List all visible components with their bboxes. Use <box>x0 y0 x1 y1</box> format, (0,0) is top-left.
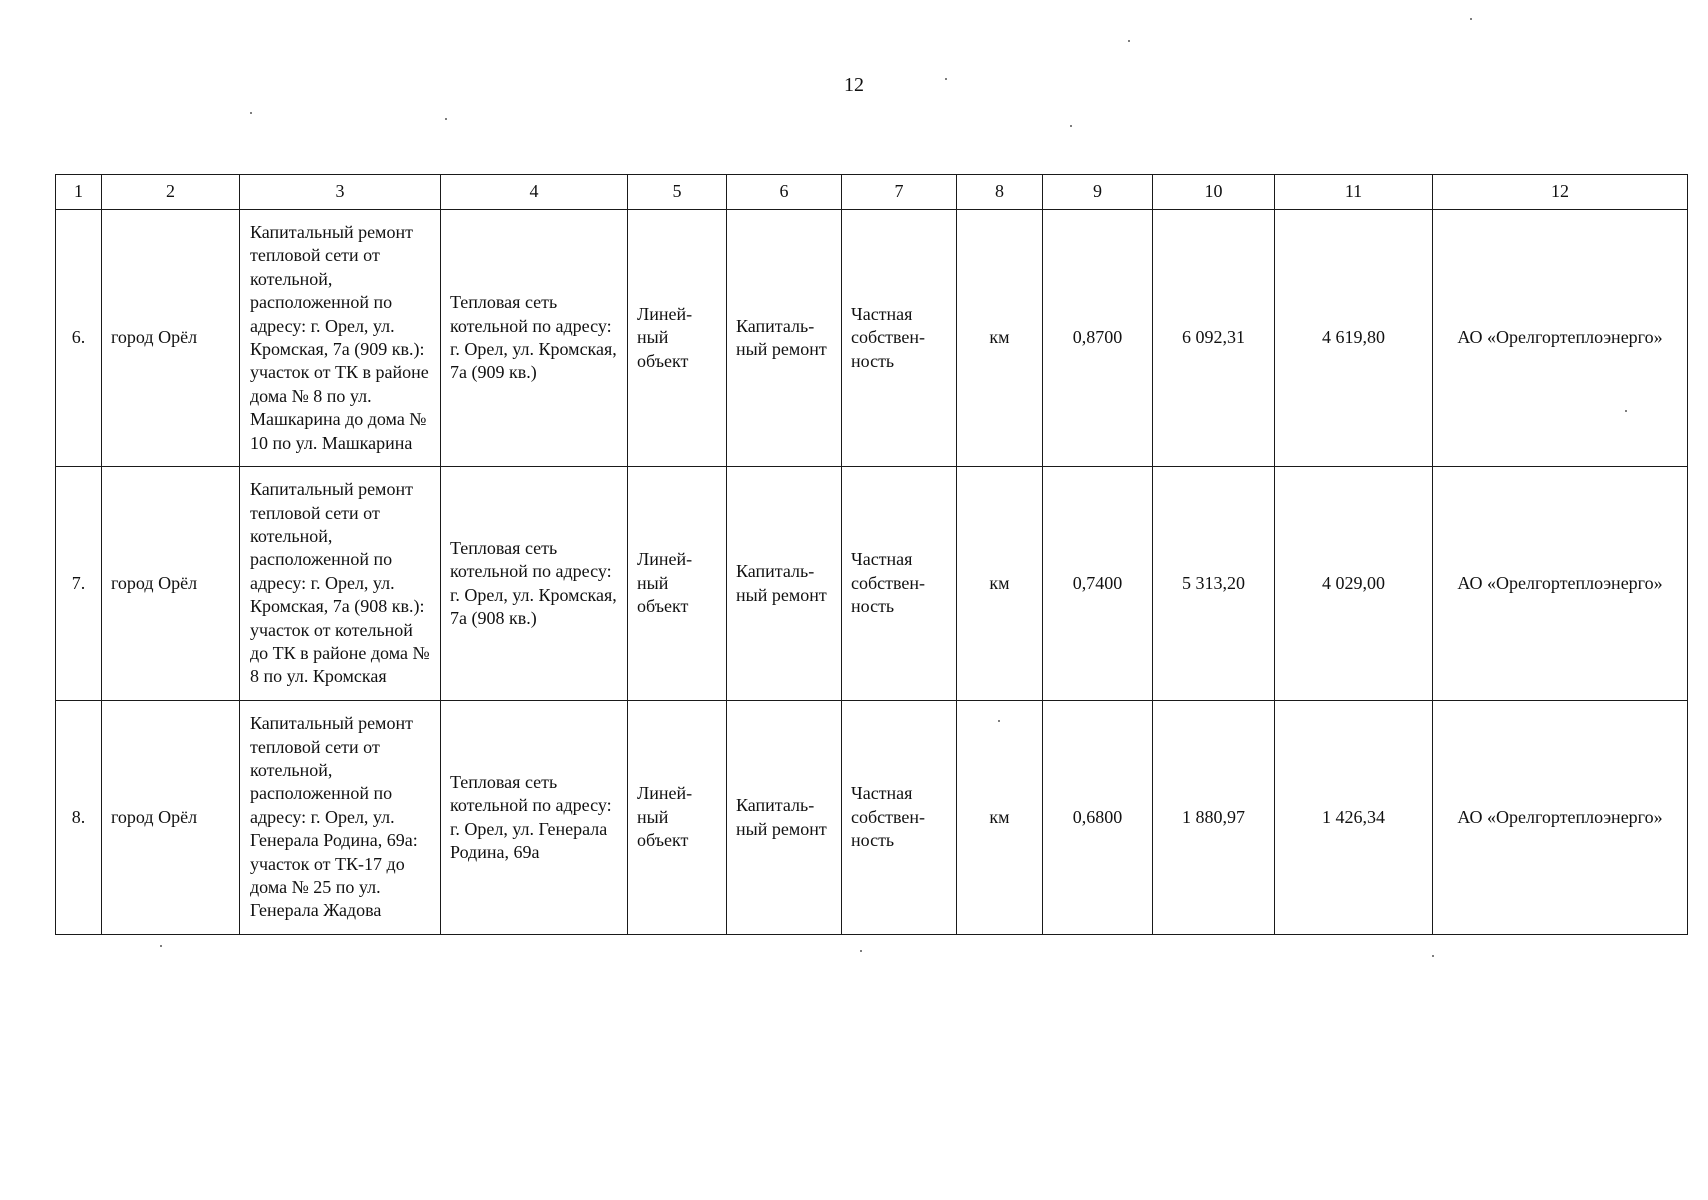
column-header: 1 <box>56 175 102 210</box>
scan-speck <box>1470 18 1472 20</box>
header-row <box>56 175 1688 210</box>
work-description-cell: Капитальный ремонт тепловой сети от котельной, расположенной по адресу: г. Орел, ул. Генерала Родина, 69а: участок от ТК-17 до дома № 25 по ул. Генерала Жадова <box>240 701 441 935</box>
owner-cell: АО «Орелгортеплоэнерго» <box>1433 701 1688 935</box>
object-cell: Тепловая сеть котельной по адресу: г. Орел, ул. Кромская, 7а (908 кв.) <box>441 467 628 701</box>
column-header: 12 <box>1433 175 1688 210</box>
column-header: 3 <box>240 175 441 210</box>
work-description-cell: Капитальный ремонт тепловой сети от котельной, расположенной по адресу: г. Орел, ул. Кромская, 7а (909 кв.): участок от ТК в районе дома № 8 по ул. Машкарина до дома № 10 по ул. Машкарина <box>240 210 441 467</box>
municipality-cell: город Орёл <box>102 701 240 935</box>
owner-cell: АО «Орелгортеплоэнерго» <box>1433 210 1688 467</box>
cost-part-cell: 1 426,34 <box>1275 701 1433 935</box>
scan-speck <box>1128 40 1130 42</box>
scan-speck <box>1625 410 1627 412</box>
column-header: 9 <box>1043 175 1153 210</box>
table-row <box>56 467 1688 701</box>
row-number: 7. <box>56 467 102 701</box>
unit-cell: км <box>957 701 1043 935</box>
unit-cell: км <box>957 467 1043 701</box>
table-row <box>56 210 1688 467</box>
column-header: 5 <box>628 175 727 210</box>
cost-total-cell: 6 092,31 <box>1153 210 1275 467</box>
column-header: 10 <box>1153 175 1275 210</box>
column-header: 7 <box>842 175 957 210</box>
length-cell: 0,8700 <box>1043 210 1153 467</box>
table-row <box>56 701 1688 935</box>
column-header: 11 <box>1275 175 1433 210</box>
object-cell: Тепловая сеть котельной по адресу: г. Орел, ул. Генерала Родина, 69а <box>441 701 628 935</box>
ownership-cell: Частная собствен-ность <box>842 467 957 701</box>
column-header: 4 <box>441 175 628 210</box>
scan-speck <box>1432 955 1434 957</box>
row-number: 8. <box>56 701 102 935</box>
cost-total-cell: 1 880,97 <box>1153 701 1275 935</box>
cost-total-cell: 5 313,20 <box>1153 467 1275 701</box>
row-number: 6. <box>56 210 102 467</box>
scan-speck <box>160 945 162 947</box>
cost-part-cell: 4 619,80 <box>1275 210 1433 467</box>
scan-speck <box>250 112 252 114</box>
work-type-cell: Капиталь-ный ремонт <box>727 467 842 701</box>
work-description-cell: Капитальный ремонт тепловой сети от котельной, расположенной по адресу: г. Орел, ул. Кромская, 7а (908 кв.): участок от котельной до ТК в районе дома № 8 по ул. Кромская <box>240 467 441 701</box>
column-header: 2 <box>102 175 240 210</box>
scan-speck <box>445 118 447 120</box>
length-cell: 0,6800 <box>1043 701 1153 935</box>
data-table <box>55 174 1688 935</box>
municipality-cell: город Орёл <box>102 210 240 467</box>
column-header: 8 <box>957 175 1043 210</box>
object-type-cell: Линей-ный объект <box>628 210 727 467</box>
page-number: 12 <box>844 74 864 96</box>
column-header: 6 <box>727 175 842 210</box>
scan-speck <box>1070 125 1072 127</box>
object-type-cell: Линей-ный объект <box>628 467 727 701</box>
municipality-cell: город Орёл <box>102 467 240 701</box>
owner-cell: АО «Орелгортеплоэнерго» <box>1433 467 1688 701</box>
cost-part-cell: 4 029,00 <box>1275 467 1433 701</box>
ownership-cell: Частная собствен-ность <box>842 701 957 935</box>
work-type-cell: Капиталь-ный ремонт <box>727 210 842 467</box>
scan-speck <box>998 720 1000 722</box>
work-type-cell: Капиталь-ный ремонт <box>727 701 842 935</box>
ownership-cell: Частная собствен-ность <box>842 210 957 467</box>
length-cell: 0,7400 <box>1043 467 1153 701</box>
scan-speck <box>860 950 862 952</box>
unit-cell: км <box>957 210 1043 467</box>
object-type-cell: Линей-ный объект <box>628 701 727 935</box>
object-cell: Тепловая сеть котельной по адресу: г. Орел, ул. Кромская, 7а (909 кв.) <box>441 210 628 467</box>
scan-speck <box>945 78 947 80</box>
